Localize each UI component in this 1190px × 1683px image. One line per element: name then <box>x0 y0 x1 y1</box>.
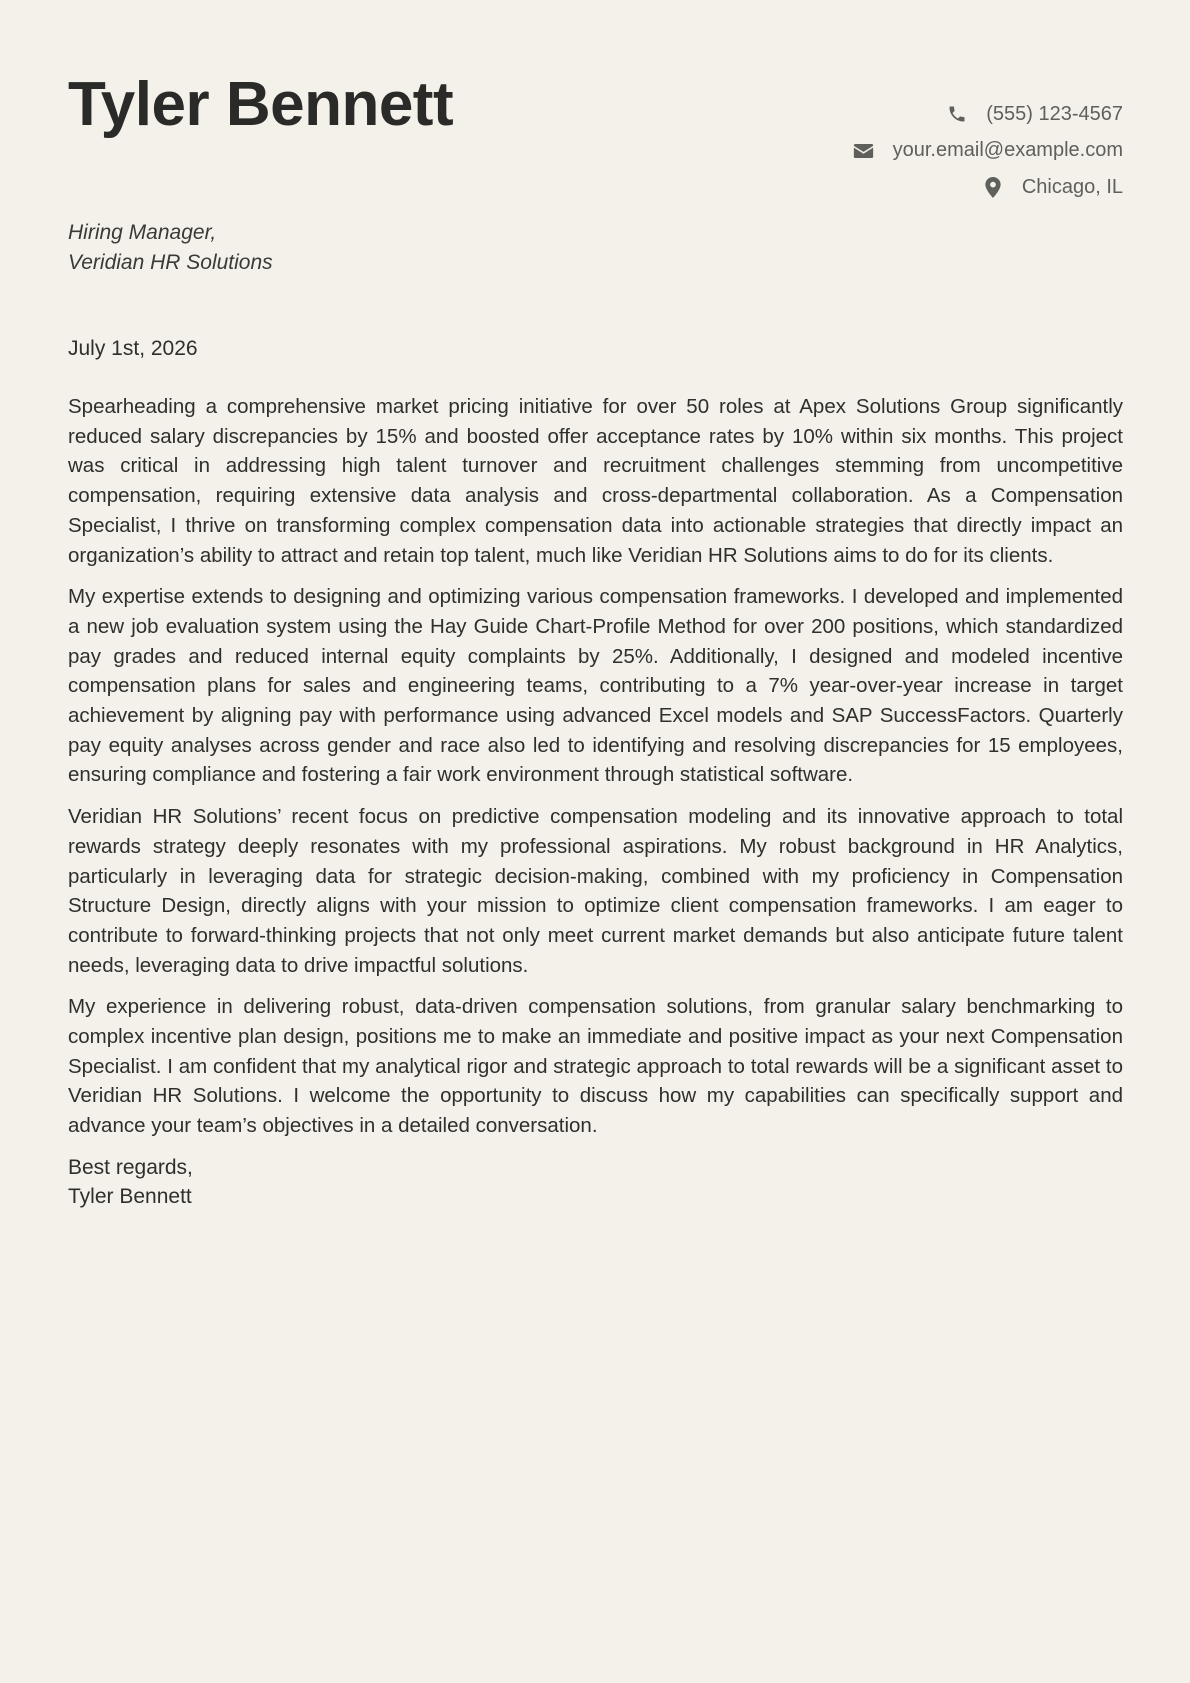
contact-email <box>853 133 1123 170</box>
email-address: your.email@example.com <box>892 139 1123 162</box>
contact-info <box>853 96 1123 206</box>
contact-location <box>853 169 1123 206</box>
body-paragraph: Spearheading a comprehensive market pricing initiative for over 50 roles at Apex Solutions Group significantly reduced salary discrepancies by 15% and boosted offer acceptance rates by 10% within six months. This project was critical in addressing high talent turnover and recruitment challenges stemming from uncompetitive compensation, requiring extensive data analysis and cross-departmental collaboration. As a Compensation Specialist, I thrive on transforming complex compensation data into actionable strategies that directly impact an organization’s ability to attract and retain top talent, much like Veridian HR Solutions aims to do for its clients. <box>68 395 1123 567</box>
envelope-icon <box>853 140 875 162</box>
cover-letter-page <box>68 0 1123 1212</box>
phone-icon <box>946 103 968 125</box>
letter-date: July 1st, 2026 <box>68 337 198 360</box>
phone-number: (555) 123-4567 <box>986 102 1123 125</box>
body-paragraph: My experience in delivering robust, data-driven compensation solutions, from granular salary benchmarking to complex incentive plan design, positions me to make an immediate and positive impact as your next Compensation Specialist. I am confident that my analytical rigor and strategic approach to total rewards will be a significant asset to Veridian HR Solutions. I welcome the opportunity to discuss how my capabilities can specifically support and advance your team’s objectives in a detailed conversation. <box>68 995 1123 1138</box>
recipient-title: Hiring Manager, <box>68 221 217 244</box>
letter-header <box>68 0 1123 205</box>
letter-closing <box>68 1153 1123 1212</box>
body-paragraph: Veridian HR Solutions’ recent focus on predictive compensation modeling and its innovative approach to total rewards strategy deeply resonates with my professional aspirations. My robust background in HR Analytics, particularly in leveraging data for strategic decision-making, combined with my proficiency in Compensation Structure Design, directly aligns with your mission to optimize client compensation frameworks. I am eager to contribute to forward-thinking projects that not only meet current market demands but also anticipate future talent needs, leveraging data to drive impactful solutions. <box>68 805 1123 977</box>
location: Chicago, IL <box>1021 175 1123 198</box>
recipient-company: Veridian HR Solutions <box>68 251 273 274</box>
map-pin-icon <box>982 176 1004 198</box>
closing-signature: Tyler Bennett <box>68 1185 192 1209</box>
contact-phone <box>853 96 1123 133</box>
body-paragraph: My expertise extends to designing and optimizing various compensation frameworks. I developed and implemented a new job evaluation system using the Hay Guide Chart-Profile Method for over 200 positions, which standardized pay grades and reduced internal equity complaints by 25%. Additionally, I designed and modeled incentive compensation plans for sales and engineering teams, contributing to a 7% year-over-year increase in target achievement by aligning pay with performance using advanced Excel models and SAP SuccessFactors. Quarterly pay equity analyses across gender and race also led to identifying and resolving discrepancies for 15 employees, ensuring compliance and fostering a fair work environment through statistical software. <box>68 585 1123 787</box>
letter-body <box>68 392 1123 1141</box>
applicant-name: Tyler Bennett <box>68 70 454 139</box>
closing-salutation: Best regards, <box>68 1155 193 1179</box>
recipient-block <box>68 218 1123 278</box>
